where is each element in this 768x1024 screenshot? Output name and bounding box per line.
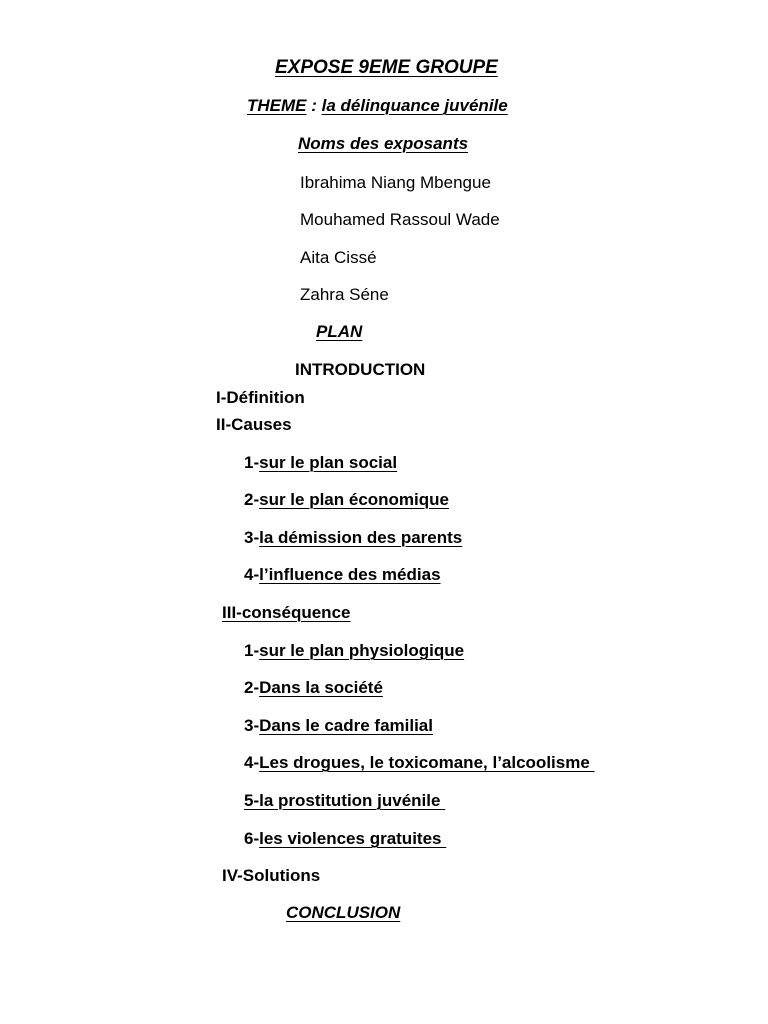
introduction-heading: INTRODUCTION [295,360,426,379]
section-heading: IV-Solutions [222,866,321,885]
list-item [244,640,464,662]
item-text: sur le plan physiologique [259,641,465,660]
theme-value: la délinquance juvénile [321,96,508,115]
presenters-heading: Noms des exposants [298,134,469,153]
item-text: Dans la société [259,678,383,697]
item-text: sur le plan économique [259,490,449,509]
item-number: 3- [244,716,260,735]
list-item [244,452,397,474]
item-number: 2- [244,678,260,697]
item-number: 1- [244,453,260,472]
theme-line [247,95,508,117]
section-heading: III-conséquence [222,603,351,622]
theme-separator: : [306,96,322,115]
presenter-name: Ibrahima Niang Mbengue [300,173,491,192]
conclusion-heading: CONCLUSION [286,903,401,922]
list-item [244,752,595,774]
section-heading: II-Causes [216,415,292,434]
list-item [244,828,446,850]
section-heading: I-Définition [216,388,305,407]
list-item [244,564,441,586]
item-text: 5-la prostitution juvénile [244,791,446,810]
document-title: EXPOSE 9EME GROUPE [275,57,498,78]
item-number: 4- [244,565,260,584]
list-item [244,677,383,699]
item-number: 2- [244,490,260,509]
item-number: 6- [244,829,260,848]
item-text: Les drogues, le toxicomane, l’alcoolisme [259,753,595,772]
item-number: 4- [244,753,260,772]
theme-label: THEME [247,96,307,115]
plan-heading: PLAN [316,322,363,341]
item-text: les violences gratuites [259,829,447,848]
presenter-name: Aita Cissé [300,248,377,267]
item-text: sur le plan social [259,453,398,472]
list-item [244,715,433,737]
item-number: 1- [244,641,260,660]
presenter-name: Mouhamed Rassoul Wade [300,210,500,229]
item-text: Dans le cadre familial [259,716,433,735]
item-number: 3- [244,528,260,547]
list-item [244,527,462,549]
item-text: la démission des parents [259,528,463,547]
list-item [244,790,445,812]
presenter-name: Zahra Séne [300,285,389,304]
list-item [244,489,449,511]
item-text: l’influence des médias [259,565,441,584]
